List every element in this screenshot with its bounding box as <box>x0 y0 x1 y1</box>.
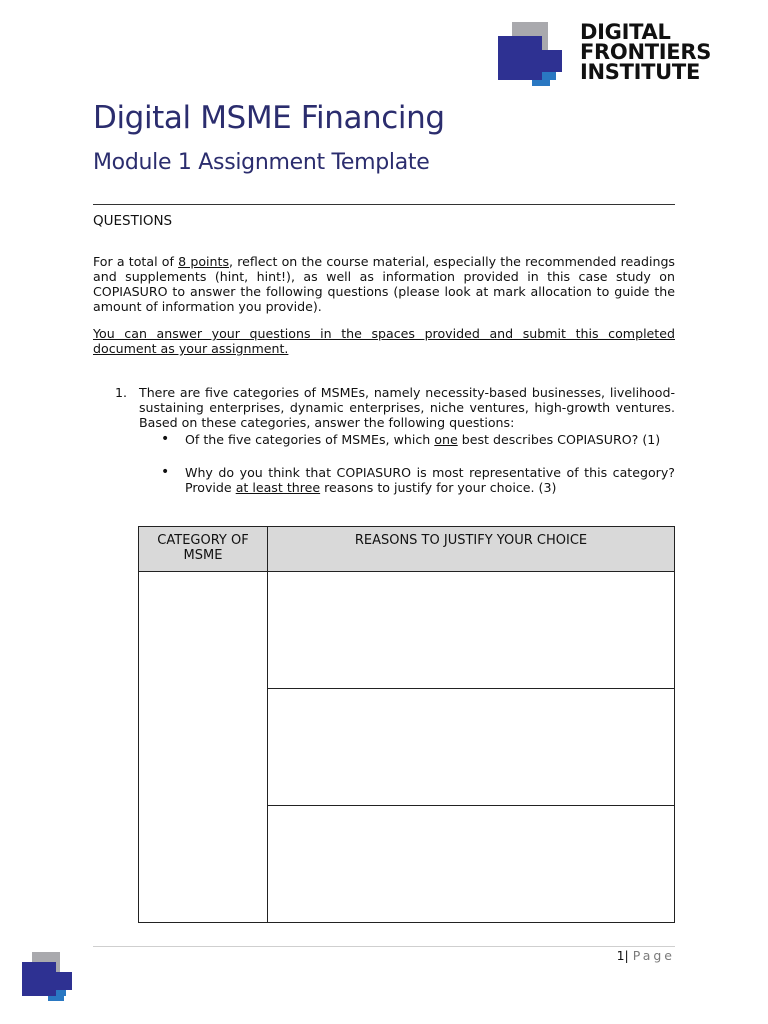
bullet-text-after: best describes COPIASURO? (1) <box>457 432 661 447</box>
reason-answer-cell-2[interactable] <box>268 689 674 806</box>
logo-square-navy-small <box>542 50 562 72</box>
question-text: There are five categories of MSMEs, namely necessity-based businesses, livelihood-sustaining enterprises, dynamic enterprises, niche ventures, high-growth ventures. Based on these categories, answer the following questions: <box>139 385 675 430</box>
instruction-paragraph: You can answer your questions in the spaces provided and submit this completed document as your assignment. <box>93 326 675 356</box>
logo-square-navy <box>22 962 56 996</box>
question-number: 1. <box>115 385 128 400</box>
logo-square-blue-small <box>48 996 64 1001</box>
logo-line-3: INSTITUTE <box>580 60 700 84</box>
reason-answer-cell-1[interactable] <box>268 572 674 689</box>
category-answer-cell[interactable] <box>139 572 267 922</box>
bullet-text-before: Why do you think that COPIASURO is most representative of this category? Provide <box>185 465 675 495</box>
intro-points: 8 points <box>178 254 230 269</box>
logo-square-blue <box>542 72 556 80</box>
logo-square-navy <box>498 36 542 80</box>
table-header-reasons: REASONS TO JUSTIFY YOUR CHOICE <box>354 533 588 548</box>
document-title: Digital MSME Financing <box>93 100 445 136</box>
page-word: Page <box>632 948 675 963</box>
intro-paragraph <box>93 254 675 314</box>
page-number-value: 1 <box>616 948 625 963</box>
page-separator: | <box>624 948 629 963</box>
logo-mark <box>498 22 564 86</box>
intro-after: , reflect on the course material, especially the recommended readings and supplements (hint, hint!), as well as information provided in this case study on COPIASURO to answer the following questions (please look at mark allocation to guide the amount of information you provide). <box>93 254 675 314</box>
page-number <box>560 948 675 963</box>
logo-wordmark <box>580 22 740 86</box>
logo-line-1: DIGITAL <box>580 22 671 44</box>
answer-table <box>138 526 675 923</box>
logo-square-blue-small <box>532 80 550 86</box>
logo-square-navy-small <box>56 972 72 990</box>
bullet-emphasis: one <box>434 432 458 447</box>
table-header-category: CATEGORY OF MSME <box>157 533 249 563</box>
document-subtitle: Module 1 Assignment Template <box>93 150 430 175</box>
bullet-icon: • <box>161 464 170 480</box>
bullet-icon: • <box>161 431 170 447</box>
bullet-text-before: Of the five categories of MSMEs, which <box>185 432 435 447</box>
footer-divider <box>93 946 675 947</box>
logo-line-2: FRONTIERS <box>580 40 712 64</box>
bullet-text <box>185 432 675 447</box>
reason-answer-cell-3[interactable] <box>268 806 674 922</box>
title-divider <box>93 204 675 205</box>
bullet-text <box>185 465 675 495</box>
footer-logo-mark <box>22 952 74 1002</box>
intro-before: For a total of <box>93 254 179 269</box>
section-label: QUESTIONS <box>93 213 173 229</box>
bullet-emphasis: at least three <box>235 480 321 495</box>
bullet-text-after: reasons to justify for your choice. (3) <box>320 480 557 495</box>
